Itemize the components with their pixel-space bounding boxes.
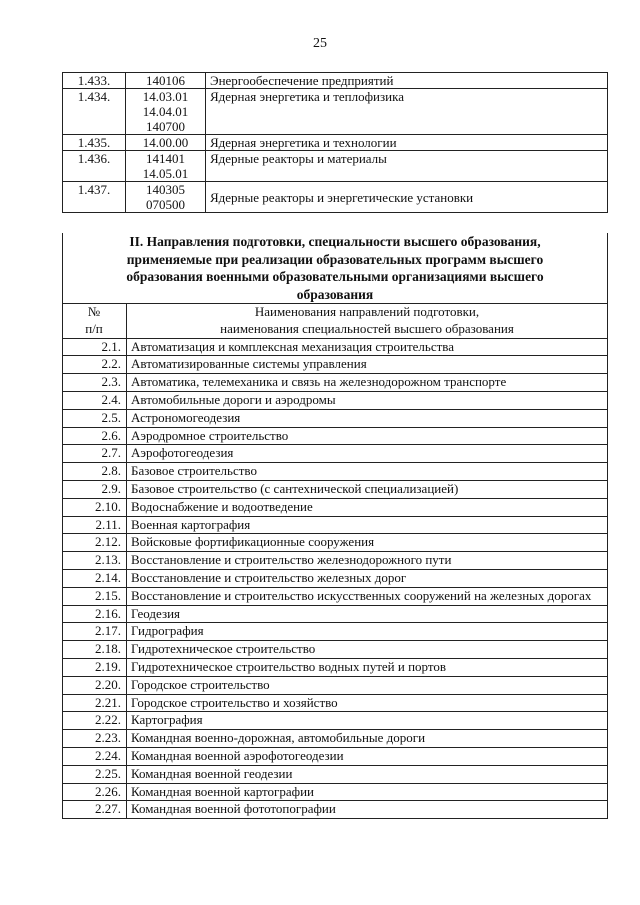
row-name: Энергообеспечение предприятий xyxy=(206,73,608,89)
table-row xyxy=(63,391,608,409)
row-number: 2.15. xyxy=(63,587,127,605)
header-name: Наименования направлений подготовки, наименования специальностей высшего образования xyxy=(127,304,608,339)
row-code: 141401 xyxy=(146,151,185,166)
row-number: 2.2. xyxy=(63,356,127,374)
row-number: 1.436. xyxy=(63,151,126,182)
row-name: Ядерные реакторы и материалы xyxy=(206,151,608,182)
row-number: 2.13. xyxy=(63,552,127,570)
row-number: 2.23. xyxy=(63,730,127,748)
row-number: 2.26. xyxy=(63,783,127,801)
row-number: 2.9. xyxy=(63,480,127,498)
table-row xyxy=(63,427,608,445)
row-name: Восстановление и строительство железных дорог xyxy=(127,569,608,587)
row-name: Восстановление и строительство железнодорожного пути xyxy=(127,552,608,570)
row-number: 2.3. xyxy=(63,374,127,392)
row-name: Автоматизированные системы управления xyxy=(127,356,608,374)
table-row xyxy=(63,374,608,392)
row-code: 14.00.00 xyxy=(142,135,189,150)
row-name: Гидротехническое строительство водных путей и портов xyxy=(127,658,608,676)
row-number: 2.19. xyxy=(63,658,127,676)
section-title xyxy=(62,233,608,303)
row-code: 14.05.01 xyxy=(142,166,189,181)
row-code: 14.04.01 xyxy=(142,104,189,119)
row-code: 14.03.01 xyxy=(142,89,189,104)
table-row xyxy=(63,641,608,659)
row-name: Ядерная энергетика и теплофизика xyxy=(206,89,608,135)
row-code: 140700 xyxy=(146,119,185,134)
row-number: 1.435. xyxy=(63,135,126,151)
row-number: 1.437. xyxy=(63,182,126,213)
table-row xyxy=(63,676,608,694)
table-row xyxy=(63,694,608,712)
row-number: 2.5. xyxy=(63,409,127,427)
row-name: Войсковые фортификационные сооружения xyxy=(127,534,608,552)
row-number: 2.4. xyxy=(63,391,127,409)
table-row xyxy=(63,409,608,427)
row-number: 2.24. xyxy=(63,747,127,765)
table-row xyxy=(63,623,608,641)
row-name: Картография xyxy=(127,712,608,730)
table-row xyxy=(63,534,608,552)
table-row xyxy=(63,605,608,623)
table-row xyxy=(63,552,608,570)
row-codes xyxy=(126,73,206,89)
row-codes xyxy=(126,135,206,151)
row-name: Водоснабжение и водоотведение xyxy=(127,498,608,516)
table-row xyxy=(63,89,608,135)
table-header-row xyxy=(63,304,608,339)
row-name: Автомобильные дороги и аэродромы xyxy=(127,391,608,409)
table-row xyxy=(63,445,608,463)
row-codes xyxy=(126,182,206,213)
row-number: 2.22. xyxy=(63,712,127,730)
page-number: 25 xyxy=(313,36,327,51)
row-name: Астрономогеодезия xyxy=(127,409,608,427)
row-name: Командная военно-дорожная, автомобильные дороги xyxy=(127,730,608,748)
row-codes xyxy=(126,89,206,135)
row-number: 2.21. xyxy=(63,694,127,712)
row-code: 140106 xyxy=(146,73,185,88)
table-row xyxy=(63,801,608,819)
row-name: Городское строительство и хозяйство xyxy=(127,694,608,712)
table-row xyxy=(63,463,608,481)
row-number: 2.7. xyxy=(63,445,127,463)
row-name: Базовое строительство xyxy=(127,463,608,481)
section-title-line: образования военными образовательными организациями высшего xyxy=(126,269,544,284)
row-number: 2.10. xyxy=(63,498,127,516)
table-row xyxy=(63,747,608,765)
row-name: Аэродромное строительство xyxy=(127,427,608,445)
row-code: 070500 xyxy=(146,197,185,212)
row-number: 2.12. xyxy=(63,534,127,552)
row-codes xyxy=(126,151,206,182)
table-row xyxy=(63,765,608,783)
section-title-line: образования xyxy=(296,286,374,302)
row-number: 2.27. xyxy=(63,801,127,819)
table-row xyxy=(63,135,608,151)
row-number: 2.16. xyxy=(63,605,127,623)
row-name: Командная военной картографии xyxy=(127,783,608,801)
row-name: Гидротехническое строительство xyxy=(127,641,608,659)
row-name: Автоматизация и комплексная механизация строительства xyxy=(127,338,608,356)
table-row xyxy=(63,783,608,801)
row-name: Ядерная энергетика и технологии xyxy=(206,135,608,151)
row-name: Базовое строительство (с сантехнической специализацией) xyxy=(127,480,608,498)
row-number: 2.18. xyxy=(63,641,127,659)
row-name: Ядерные реакторы и энергетические установки xyxy=(206,182,608,213)
table-row xyxy=(63,730,608,748)
row-name: Гидрография xyxy=(127,623,608,641)
table-row xyxy=(63,569,608,587)
row-number: 1.433. xyxy=(63,73,126,89)
row-name: Восстановление и строительство искусственных сооружений на железных дорогах xyxy=(127,587,608,605)
section-title-line: II. Направления подготовки, специальности высшего образования, xyxy=(129,234,541,249)
row-name: Командная военной геодезии xyxy=(127,765,608,783)
row-number: 2.20. xyxy=(63,676,127,694)
table-row xyxy=(63,587,608,605)
table-row xyxy=(63,151,608,182)
table-row xyxy=(63,73,608,89)
row-name: Командная военной фототопографии xyxy=(127,801,608,819)
table-row xyxy=(63,480,608,498)
row-number: 2.14. xyxy=(63,569,127,587)
row-name: Командная военной аэрофотогеодезии xyxy=(127,747,608,765)
row-name: Аэрофотогеодезия xyxy=(127,445,608,463)
table-row xyxy=(63,516,608,534)
directions-table xyxy=(62,303,608,819)
row-number: 2.8. xyxy=(63,463,127,481)
row-number: 1.434. xyxy=(63,89,126,135)
row-name: Городское строительство xyxy=(127,676,608,694)
row-name: Геодезия xyxy=(127,605,608,623)
section-title-line: применяемые при реализации образовательных программ высшего xyxy=(126,251,544,267)
table-row xyxy=(63,182,608,213)
row-name: Военная картография xyxy=(127,516,608,534)
table-row xyxy=(63,658,608,676)
row-name: Автоматика, телемеханика и связь на железнодорожном транспорте xyxy=(127,374,608,392)
table-row xyxy=(63,338,608,356)
header-num: № п/п xyxy=(63,304,127,339)
table-row xyxy=(63,356,608,374)
row-number: 2.17. xyxy=(63,623,127,641)
row-number: 2.11. xyxy=(63,516,127,534)
table-row xyxy=(63,498,608,516)
row-number: 2.6. xyxy=(63,427,127,445)
row-number: 2.1. xyxy=(63,338,127,356)
row-number: 2.25. xyxy=(63,765,127,783)
top-table xyxy=(62,72,608,213)
table-row xyxy=(63,712,608,730)
row-code: 140305 xyxy=(146,182,185,197)
